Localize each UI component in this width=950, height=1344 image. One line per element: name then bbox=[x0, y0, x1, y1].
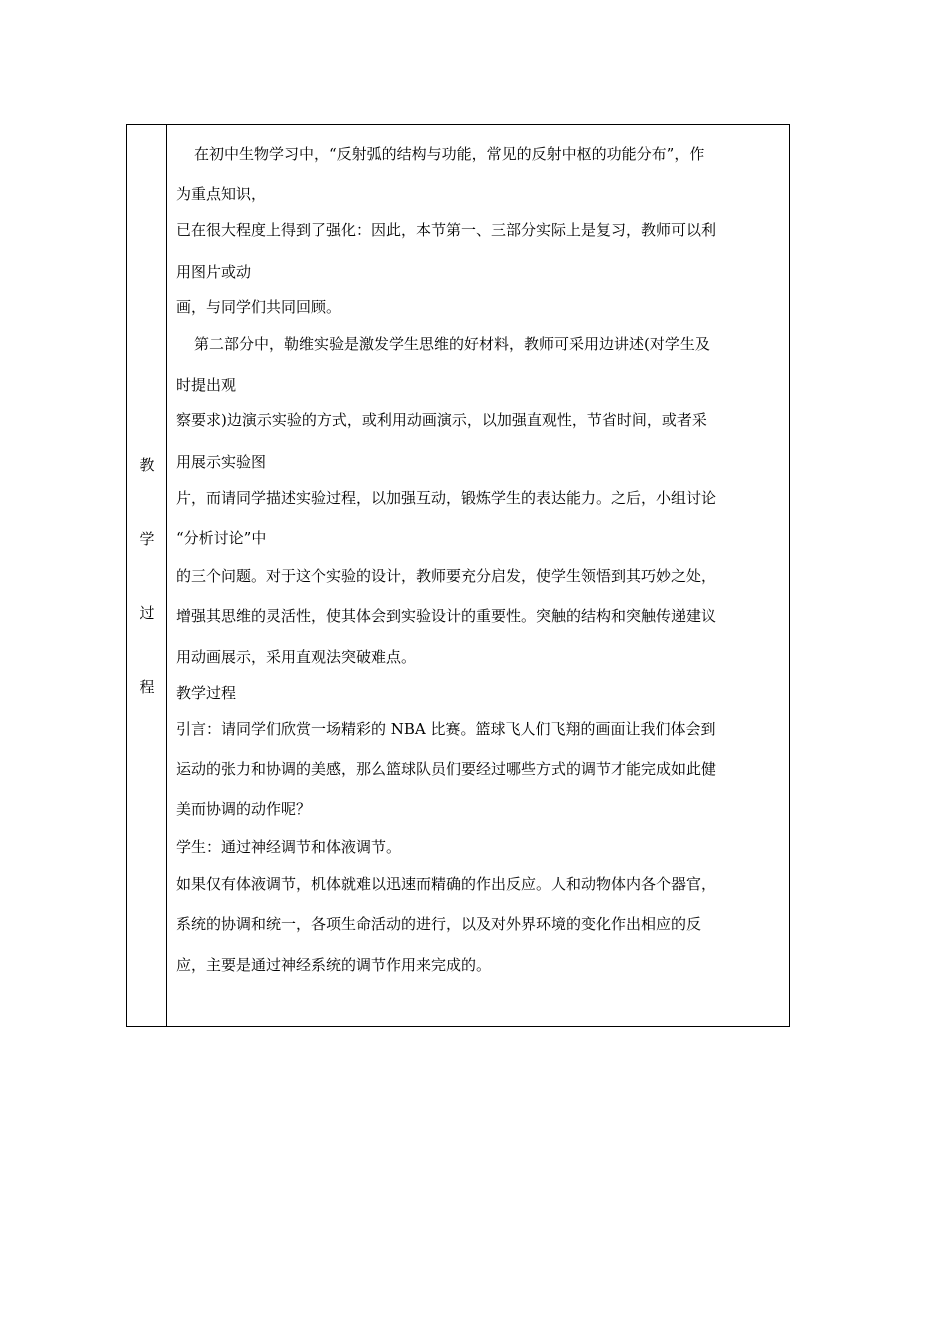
paragraph-line: 用动画展示，采用直观法突破难点。 bbox=[176, 648, 417, 666]
paragraph-line: 美而协调的动作呢？ bbox=[176, 800, 312, 818]
paragraph-line: 如果仅有体液调节，机体就难以迅速而精确的作出反应。人和动物体内各个器官， bbox=[176, 875, 717, 893]
paragraph-line: 应，主要是通过神经系统的调节作用来完成的。 bbox=[176, 956, 492, 974]
paragraph-line: 增强其思维的灵活性，使其体会到实验设计的重要性。突触的结构和突触传递建议 bbox=[176, 607, 717, 625]
paragraph-line: 用图片或动 bbox=[176, 263, 252, 281]
paragraph-line: 已在很大程度上得到了强化：因此，本节第一、三部分实际上是复习，教师可以利 bbox=[176, 221, 717, 239]
section-heading: 教学过程 bbox=[176, 684, 237, 702]
paragraph-line: 第二部分中，勒维实验是激发学生思维的好材料，教师可采用边讲述(对学生及 bbox=[194, 335, 710, 353]
row-label-char: 教 bbox=[139, 456, 155, 474]
paragraph-line: 察要求)边演示实验的方式，或利用动画演示，以加强直观性，节省时间，或者采 bbox=[176, 411, 707, 429]
paragraph-line: 时提出观 bbox=[176, 376, 237, 394]
paragraph-line: 的三个问题。对于这个实验的设计，教师要充分启发，使学生领悟到其巧妙之处， bbox=[176, 567, 717, 585]
row-label-column bbox=[127, 125, 167, 1026]
paragraph-line: 运动的张力和协调的美感，那么篮球队员们要经过哪些方式的调节才能完成如此健 bbox=[176, 760, 717, 778]
paragraph-line: 片，而请同学描述实验过程，以加强互动，锻炼学生的表达能力。之后，小组讨论 bbox=[176, 489, 717, 507]
row-label-char: 程 bbox=[139, 678, 155, 696]
paragraph-line: 在初中生物学习中，“反射弧的结构与功能，常见的反射中枢的功能分布”，作 bbox=[194, 145, 705, 163]
paragraph-line: 系统的协调和统一，各项生命活动的进行，以及对外界环境的变化作出相应的反 bbox=[176, 915, 702, 933]
paragraph-line: 学生：通过神经调节和体液调节。 bbox=[176, 838, 402, 856]
paragraph-line: 画，与同学们共同回顾。 bbox=[176, 298, 342, 316]
paragraph-line: 用展示实验图 bbox=[176, 453, 267, 471]
paragraph-line: 引言：请同学们欣赏一场精彩的 NBA 比赛。篮球飞人们飞翔的画面让我们体会到 bbox=[176, 720, 716, 738]
paragraph-line: 为重点知识， bbox=[176, 185, 267, 203]
paragraph-line: “分析讨论”中 bbox=[176, 529, 267, 547]
lesson-table bbox=[126, 124, 790, 1027]
row-label-char: 过 bbox=[139, 604, 155, 622]
row-label-char: 学 bbox=[139, 530, 155, 548]
